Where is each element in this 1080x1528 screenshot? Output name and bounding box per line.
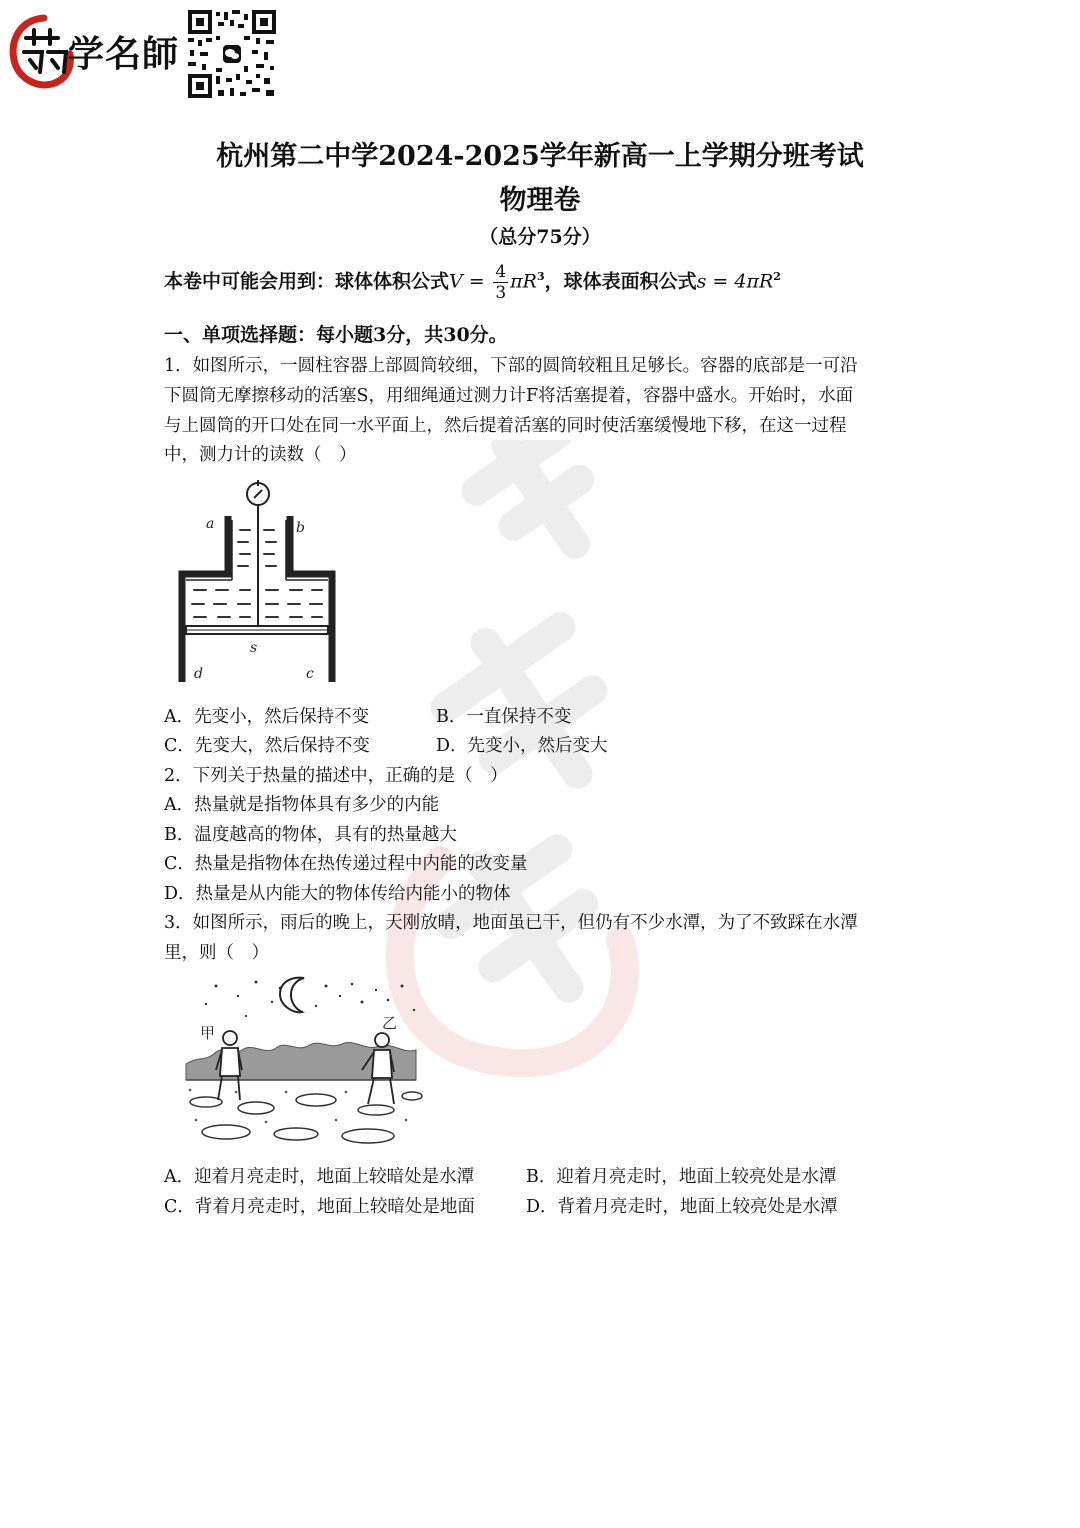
exam-title: 杭州第二中学2024-2025学年新高一上学期分班考试 [216, 141, 864, 172]
q1-container-figure [170, 476, 342, 688]
stars-icon [205, 981, 415, 1018]
formula-prefix: 本卷中可能会用到：球体体积公式 [164, 270, 450, 293]
q3-option-d[interactable]: D．背着月亮走时，地面上较亮处是水潭 [526, 1197, 838, 1217]
volume-lhs: V = [449, 270, 485, 293]
q1-line-1: 1．如图所示，一圆柱容器上部圆筒较细，下部的圆筒较粗且足够长。容器的底部是一可沿 [164, 356, 858, 376]
fraction-denominator: 3 [495, 283, 507, 303]
volume-rest: πR [510, 270, 537, 293]
total-score: （总分75分） [479, 226, 601, 248]
q2-option-c[interactable]: C．热量是指物体在热传递过程中内能的改变量 [164, 854, 528, 874]
qr-code-icon [186, 8, 278, 100]
q1-option-a[interactable]: A．先变小，然后保持不变 [164, 707, 370, 727]
q1-line-2: 下圆筒无摩擦移动的活塞S，用细绳通过测力计F将活塞提着，容器中盛水。开始时，水面 [164, 386, 854, 406]
q2-option-a[interactable]: A．热量就是指物体具有多少的内能 [164, 795, 440, 815]
q2-option-d[interactable]: D．热量是从内能大的物体传给内能小的物体 [164, 884, 511, 904]
q3-line-1: 3．如图所示，雨后的晚上，天刚放晴，地面虽已干，但仍有不少水潭，为了不致踩在水潭 [164, 913, 858, 933]
q1-line-4: 中，测力计的读数（ ） [164, 445, 357, 465]
q3-option-c[interactable]: C．背着月亮走时，地面上较暗处是地面 [164, 1197, 475, 1217]
label-yi: 乙 [382, 1014, 398, 1032]
volume-exponent: 3 [536, 270, 545, 284]
moon-icon [280, 978, 304, 1013]
label-d: d [194, 666, 203, 682]
q1-option-d[interactable]: D．先变小，然后变大 [436, 736, 608, 756]
q1-line-3: 与上圆筒的开口处在同一水平面上，然后提着活塞的同时使活塞缓慢地下移，在这一过程 [164, 416, 847, 436]
q1-option-b[interactable]: B．一直保持不变 [436, 707, 572, 727]
q2-option-b[interactable]: B．温度越高的物体，具有的热量越大 [164, 825, 457, 845]
exam-subject: 物理卷 [499, 185, 581, 216]
formula-line [164, 262, 781, 303]
q3-line-2: 里，则（ ） [164, 943, 269, 963]
fraction-numerator: 4 [495, 262, 507, 282]
person-jia-icon [216, 1031, 242, 1100]
label-c: c [306, 666, 314, 682]
q3-option-b[interactable]: B．迎着月亮走时，地面上较亮处是水潭 [526, 1167, 837, 1187]
q2-stem: 2．下列关于热量的描述中，正确的是（ ） [164, 766, 508, 786]
q1-option-c[interactable]: C．先变大，然后保持不变 [164, 736, 370, 756]
area-exponent: 2 [773, 270, 781, 284]
logo-text: 学名師 [68, 33, 180, 75]
label-a: a [206, 516, 215, 532]
section-title: 一、单项选择题：每小题3分，共30分。 [164, 324, 508, 346]
volume-fraction [493, 262, 508, 303]
q3-night-scene-figure [176, 972, 426, 1152]
formula-middle: ，球体表面积公式 [544, 270, 697, 293]
q3-option-a[interactable]: A．迎着月亮走时，地面上较暗处是水潭 [164, 1167, 475, 1187]
label-s: s [250, 640, 258, 656]
area-expression: s = 4πR [696, 270, 774, 293]
brand-logo [6, 8, 186, 92]
label-b: b [296, 520, 305, 536]
label-jia: 甲 [200, 1024, 216, 1042]
